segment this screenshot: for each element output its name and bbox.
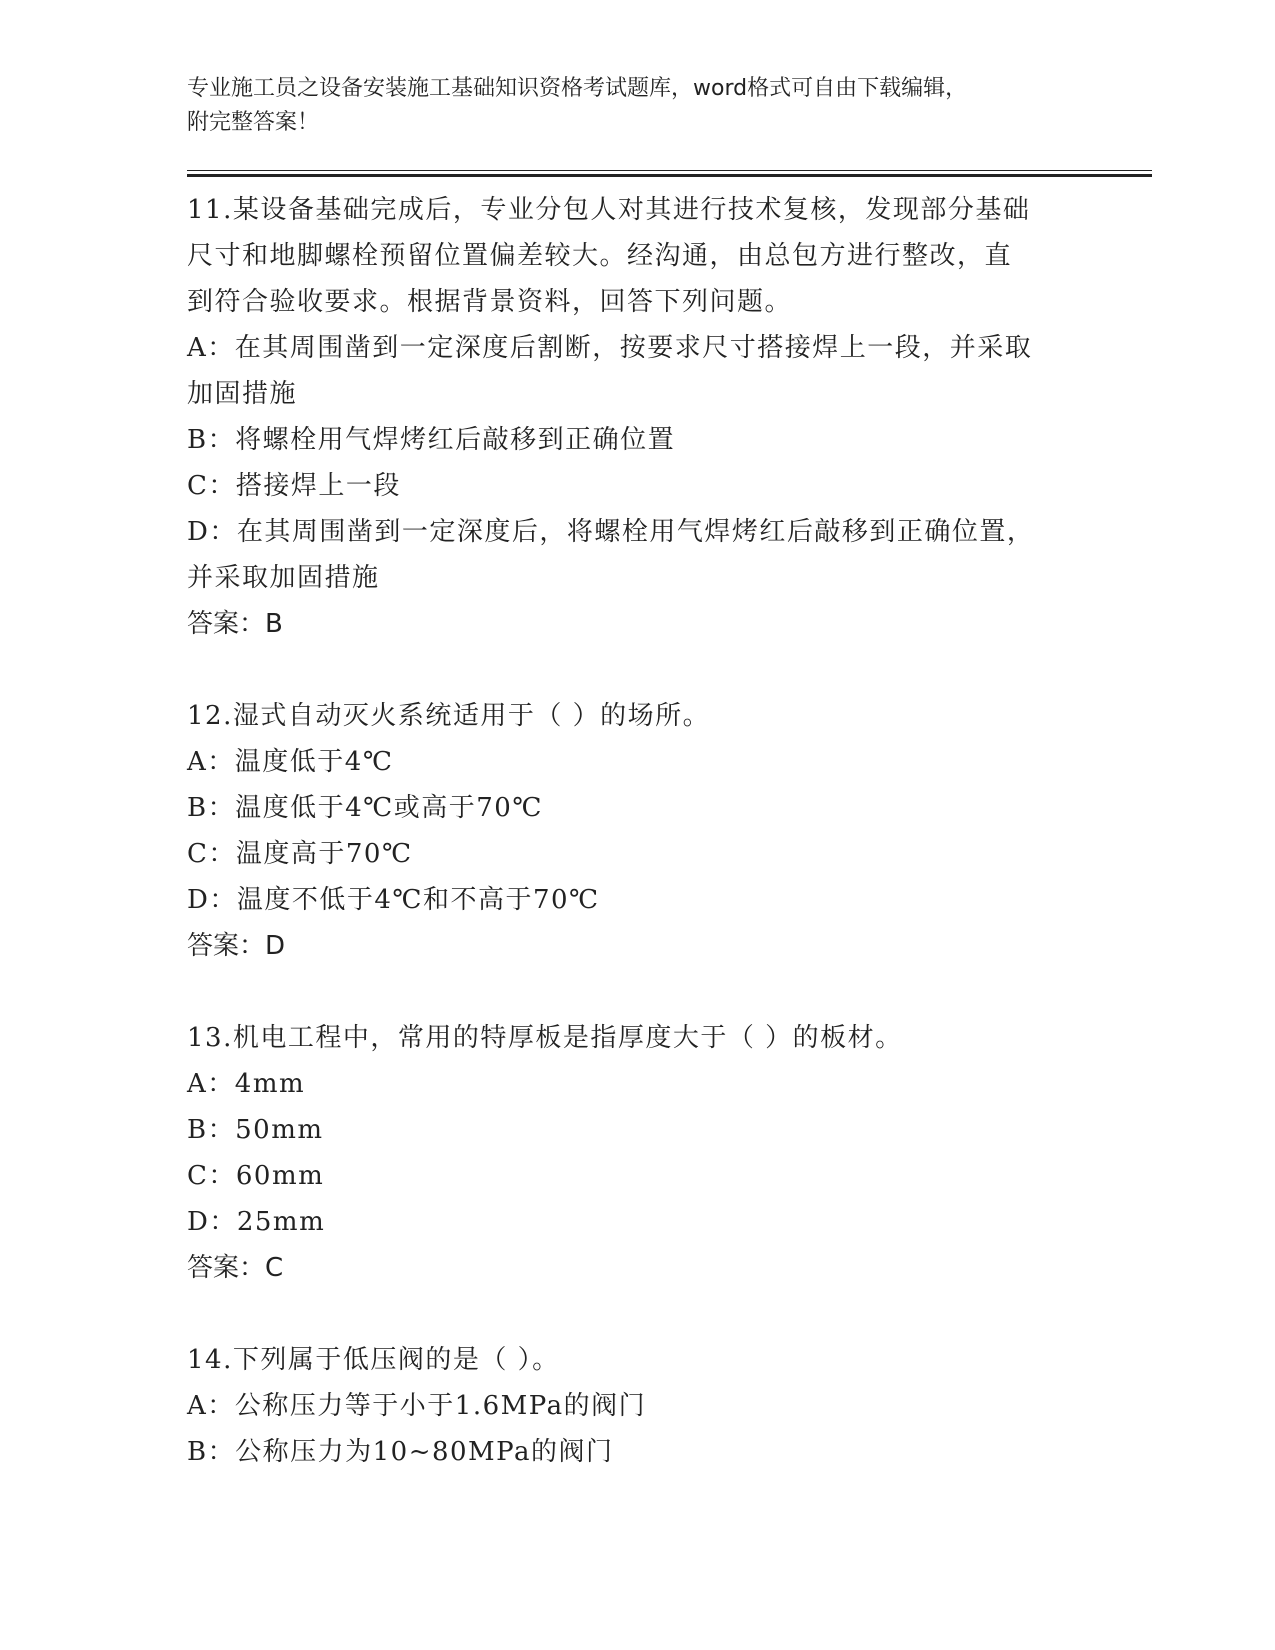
option-line: A：温度低于4℃ <box>187 747 394 777</box>
question-stem-line: 尺寸和地脚螺栓预留位置偏差较大。经沟通，由总包方进行整改，直 <box>187 241 1013 271</box>
header-rule-thin <box>187 170 1152 171</box>
option-line: B：公称压力为10~80MPa的阀门 <box>187 1437 614 1467</box>
option-line: C：60mm <box>187 1161 325 1191</box>
question-block <box>187 693 1087 969</box>
option-line: 并采取加固措施 <box>187 563 380 593</box>
question-stem-line: 12.湿式自动灭火系统适用于（ ）的场所。 <box>187 701 711 731</box>
option-line: A：4mm <box>187 1069 306 1099</box>
option-line: B：将螺栓用气焊烤红后敲移到正确位置 <box>187 425 676 455</box>
question-block <box>187 1337 1087 1475</box>
option-line: C：搭接焊上一段 <box>187 471 401 501</box>
question-spacer <box>187 1291 1087 1337</box>
option-line: D：温度不低于4℃和不高于70℃ <box>187 885 600 915</box>
answer-line: 答案：C <box>187 1253 284 1283</box>
header-line-1: 专业施工员之设备安装施工基础知识资格考试题库，word格式可自由下载编辑， <box>187 76 968 101</box>
question-stem-line: 到符合验收要求。根据背景资料，回答下列问题。 <box>187 287 793 317</box>
option-line: D：在其周围凿到一定深度后，将螺栓用气焊烤红后敲移到正确位置， <box>187 517 1035 547</box>
question-block <box>187 1015 1087 1291</box>
answer-line: 答案：D <box>187 931 286 961</box>
question-stem-line: 13.机电工程中，常用的特厚板是指厚度大于（ ）的板材。 <box>187 1023 903 1053</box>
option-line: A：公称压力等于小于1.6MPa的阀门 <box>187 1391 647 1421</box>
option-line: B：50mm <box>187 1115 324 1145</box>
question-stem-line: 14.下列属于低压阀的是（ ）。 <box>187 1345 560 1375</box>
question-spacer <box>187 969 1087 1015</box>
question-list <box>187 187 1087 1475</box>
option-line: 加固措施 <box>187 379 298 409</box>
question-spacer <box>187 647 1087 693</box>
answer-line: 答案：B <box>187 609 283 639</box>
header-line-2: 附完整答案！ <box>187 110 320 135</box>
option-line: B：温度低于4℃或高于70℃ <box>187 793 543 823</box>
header-rule-thick <box>187 174 1152 177</box>
question-stem-line: 11.某设备基础完成后，专业分包人对其进行技术复核，发现部分基础 <box>187 195 1031 225</box>
option-line: D：25mm <box>187 1207 326 1237</box>
document-header <box>187 72 1087 140</box>
option-line: A：在其周围凿到一定深度后割断，按要求尺寸搭接焊上一段，并采取 <box>187 333 1033 363</box>
option-line: C：温度高于70℃ <box>187 839 413 869</box>
question-block <box>187 187 1087 647</box>
